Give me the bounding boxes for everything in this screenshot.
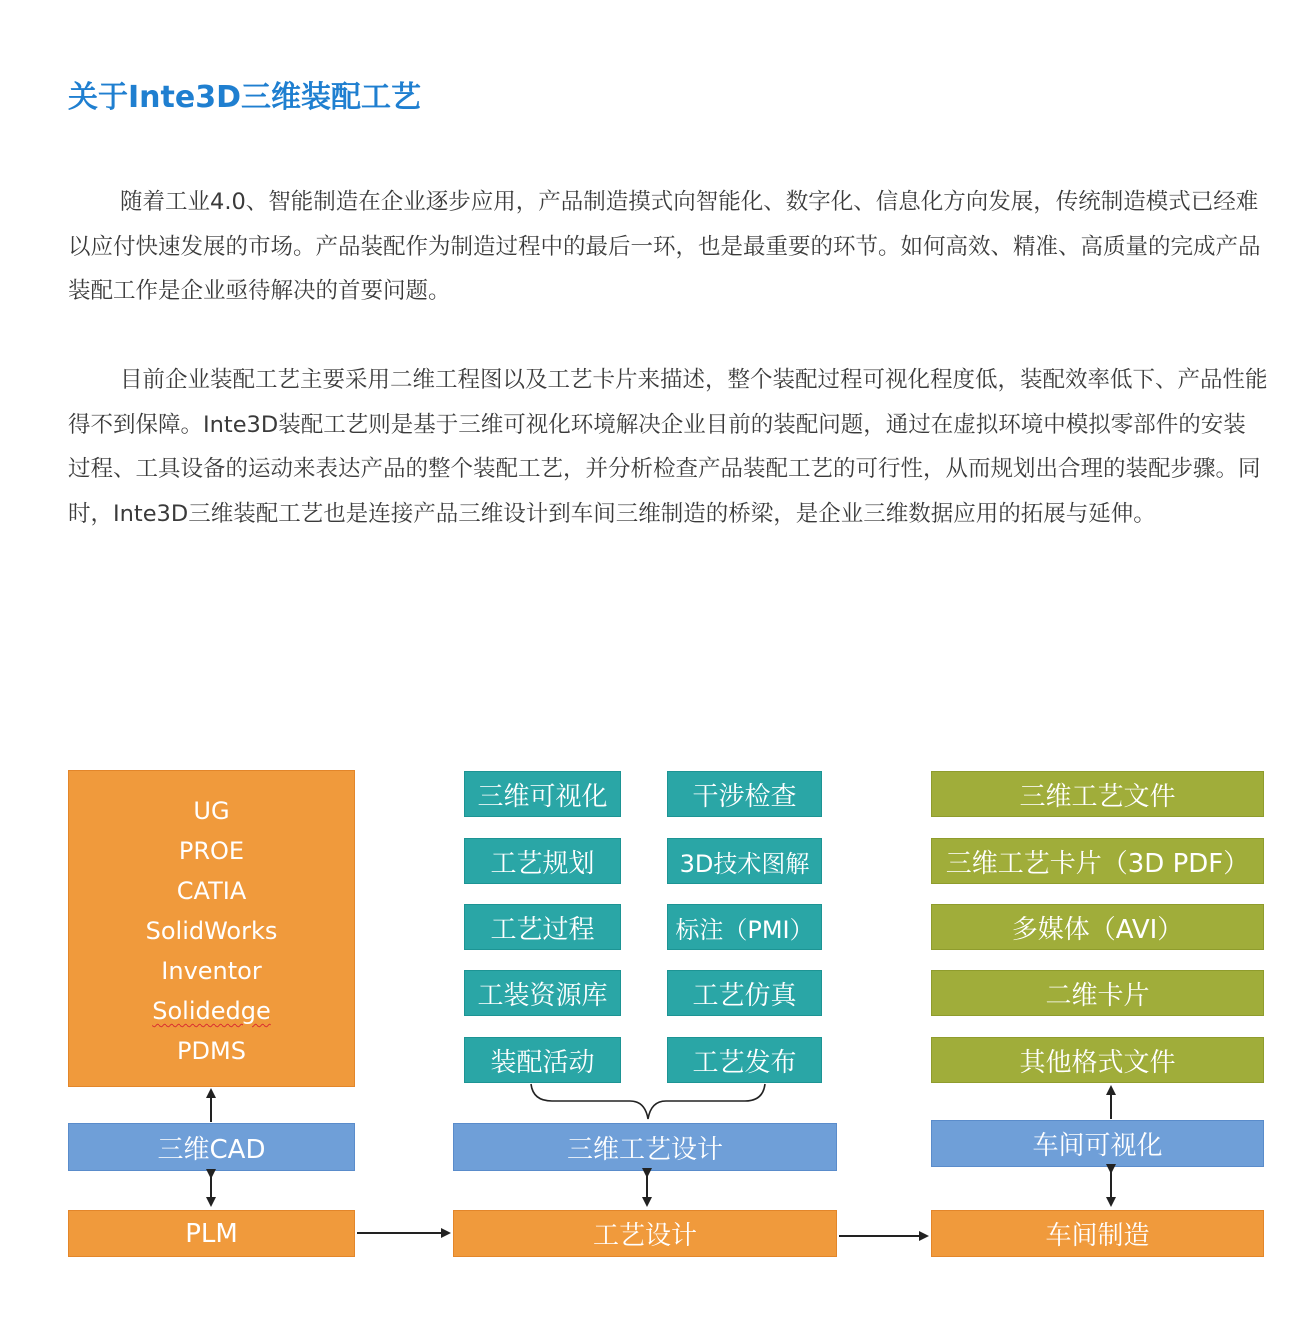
workshop-manufacturing-box: 车间制造	[931, 1210, 1264, 1257]
cad-3d-box: 三维CAD	[68, 1123, 355, 1171]
cad-item-inventor: Inventor	[161, 957, 262, 985]
process-design-3d-box: 三维工艺设计	[453, 1123, 837, 1171]
page-title: 关于Inte3D三维装配工艺	[68, 80, 421, 115]
output-3d-process-file: 三维工艺文件	[931, 771, 1264, 817]
cad-item-solidedge: Solidedge	[152, 997, 271, 1025]
feature-process-planning: 工艺规划	[464, 838, 621, 884]
cad-item-pdms: PDMS	[177, 1037, 246, 1065]
process-design-box: 工艺设计	[453, 1210, 837, 1257]
output-3d-process-card: 三维工艺卡片（3D PDF）	[931, 838, 1264, 884]
output-other-formats: 其他格式文件	[931, 1037, 1264, 1083]
feature-interference-check: 干涉检查	[667, 771, 822, 817]
feature-process-simulation: 工艺仿真	[667, 970, 822, 1016]
feature-tooling-library: 工装资源库	[464, 970, 621, 1016]
cad-item-catia: CATIA	[176, 877, 247, 905]
plm-box: PLM	[68, 1210, 355, 1257]
feature-3d-illustration: 3D技术图解	[667, 838, 822, 884]
workshop-visualization-box: 车间可视化	[931, 1120, 1264, 1167]
feature-process-release: 工艺发布	[667, 1037, 822, 1083]
cad-item-ug: UG	[193, 797, 230, 825]
cad-item-proe: PROE	[178, 837, 245, 865]
output-multimedia: 多媒体（AVI）	[931, 904, 1264, 950]
cad-item-solidworks: SolidWorks	[145, 917, 278, 945]
feature-3d-visualization: 三维可视化	[464, 771, 621, 817]
output-2d-card: 二维卡片	[931, 970, 1264, 1016]
intro-paragraph-2: 目前企业装配工艺主要采用二维工程图以及工艺卡片来描述，整个装配过程可视化程度低，装配效率低下、产品性能得不到保障。Inte3D装配工艺则是基于三维可视化环境解决企业目前的装配问题，通过在虚拟环境中模拟零部件的安装过程、工具设备的运动来表达产品的整个装配工艺，并分析检查产品装配工艺的可行性，从而规划出合理的装配步骤。同时，Inte3D三维装配工艺也是连接产品三维设计到车间三维制造的桥梁，是企业三维数据应用的拓展与延伸。	[68, 367, 1268, 527]
feature-process-flow: 工艺过程	[464, 904, 621, 950]
intro-paragraph-1: 随着工业4.0、智能制造在企业逐步应用，产品制造摸式向智能化、数字化、信息化方向发展，传统制造模式已经难以应付快速发展的市场。产品装配作为制造过程中的最后一环，也是最重要的环节。如何高效、精准、高质量的完成产品装配工作是企业亟待解决的首要问题。	[68, 189, 1261, 304]
feature-pmi-annotation: 标注（PMI）	[667, 904, 822, 950]
feature-assembly-activity: 装配活动	[464, 1037, 621, 1083]
curly-brace	[531, 1084, 765, 1119]
